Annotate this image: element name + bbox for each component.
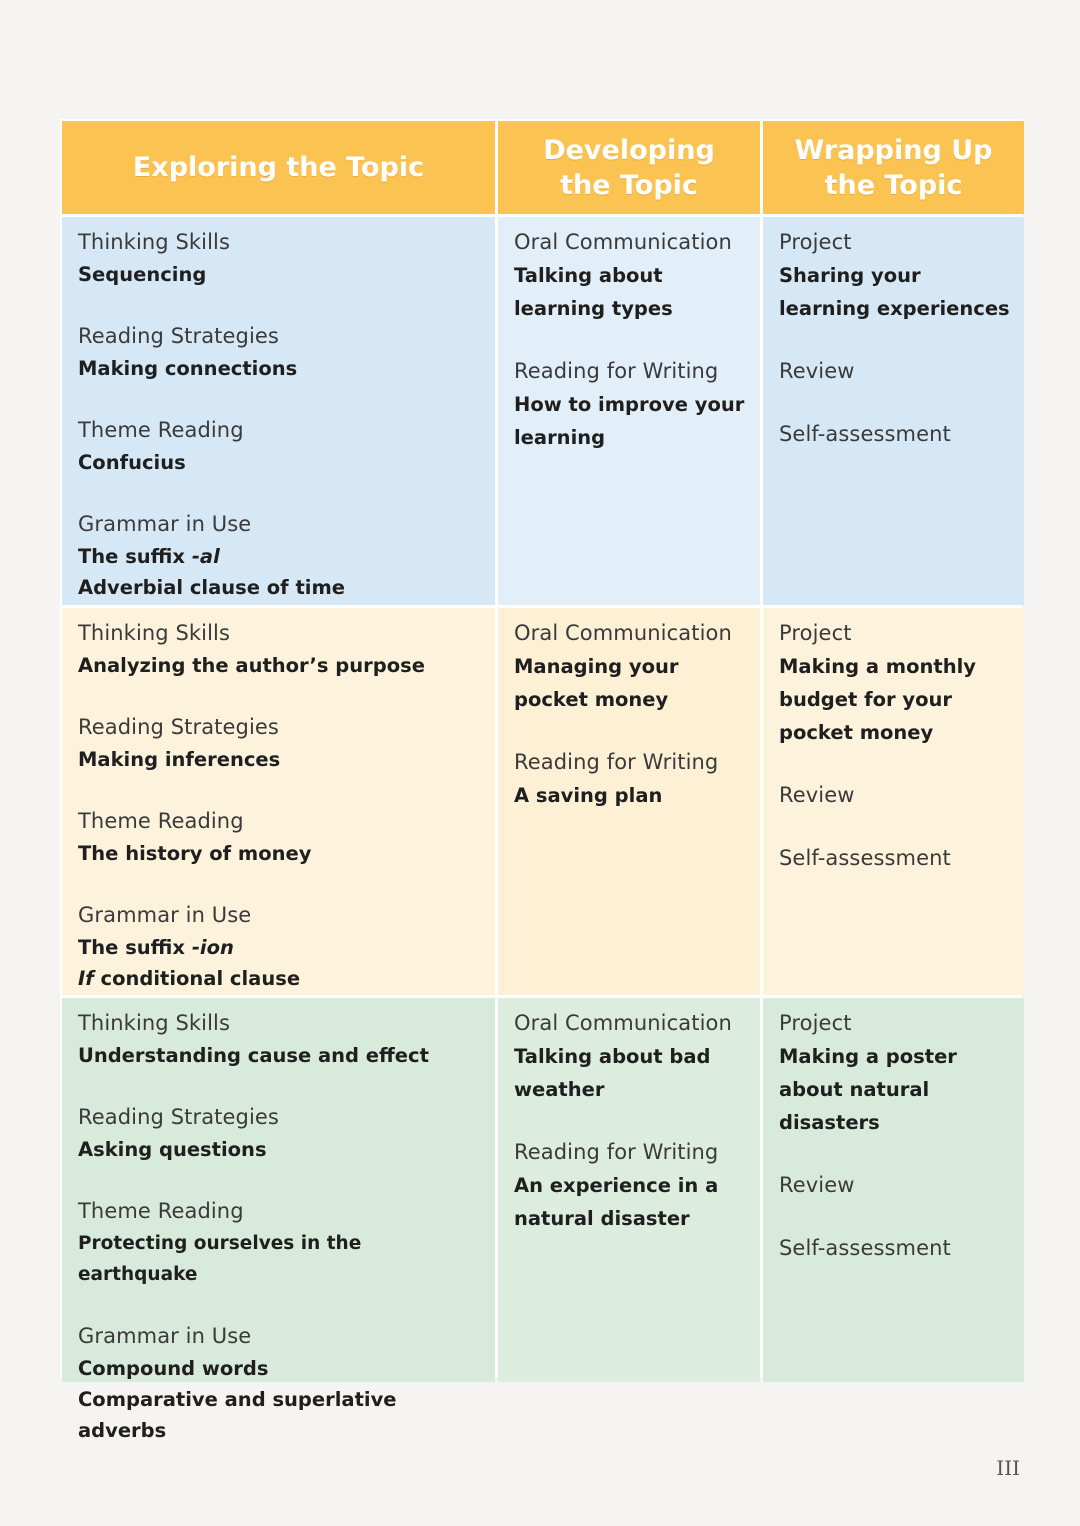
row1-review-label: Review [779, 359, 855, 383]
row3-reading-strategies-value: Asking questions [78, 1138, 267, 1161]
row1-grammar-value-1: The suffix -al [78, 545, 220, 568]
row3-grammar-label: Grammar in Use [78, 1324, 252, 1348]
row3-exploring-cell [62, 998, 495, 1442]
row3-thinking-skills-value: Understanding cause and effect [78, 1044, 429, 1067]
row1-project-label: Project [779, 230, 852, 254]
row2-reading-strategies-value: Making inferences [78, 748, 281, 771]
row1-reading-strategies-label: Reading Strategies [78, 324, 279, 348]
row1-wrapping-cell [763, 217, 1024, 605]
row2-theme-reading-label: Theme Reading [78, 809, 244, 833]
row1-reading-for-writing-label: Reading for Writing [514, 359, 719, 383]
row1-grammar-label: Grammar in Use [78, 512, 252, 536]
row1-thinking-skills-label: Thinking Skills [78, 230, 231, 254]
row2-grammar-value-2: If conditional clause [78, 967, 301, 990]
row1-grammar-value-2: Adverbial clause of time [78, 576, 346, 599]
row3-reading-strategies-label: Reading Strategies [78, 1105, 279, 1129]
row2-theme-reading-value: The history of money [78, 842, 312, 865]
header-wrapping [763, 121, 1024, 214]
row3-reading-for-writing-value: An experience in a natural disaster [514, 1174, 719, 1230]
row1-reading-strategies-value: Making connections [78, 357, 298, 380]
header-exploring [62, 121, 495, 214]
row2-review-label: Review [779, 783, 855, 807]
row2-oral-communication-label: Oral Communication [514, 621, 732, 645]
row2-grammar-value-1: The suffix -ion [78, 936, 234, 959]
header-wrapping-label: Wrapping Up the Topic [794, 134, 993, 201]
row1-reading-for-writing-value: How to improve your learning [514, 393, 745, 449]
row1-theme-reading-value: Confucius [78, 451, 186, 474]
row2-reading-for-writing-label: Reading for Writing [514, 750, 719, 774]
row2-exploring-cell [62, 608, 495, 995]
row2-grammar-label: Grammar in Use [78, 903, 252, 927]
row3-self-assessment-label: Self-assessment [779, 1236, 951, 1260]
row2-oral-communication-value: Managing your pocket money [514, 655, 679, 711]
row1-developing-cell [498, 217, 760, 605]
row3-reading-for-writing-label: Reading for Writing [514, 1140, 719, 1164]
row2-reading-for-writing-value: A saving plan [514, 784, 663, 807]
row3-theme-reading-label: Theme Reading [78, 1199, 244, 1223]
row2-thinking-skills-label: Thinking Skills [78, 621, 231, 645]
row1-thinking-skills-value: Sequencing [78, 263, 207, 286]
row3-project-label: Project [779, 1011, 852, 1035]
row2-reading-strategies-label: Reading Strategies [78, 715, 279, 739]
page-number: III [996, 1456, 1020, 1480]
row2-developing-cell [498, 608, 760, 995]
header-developing [498, 121, 760, 214]
row3-oral-communication-value: Talking about bad weather [514, 1045, 711, 1101]
topic-overview-table [60, 119, 1022, 1442]
row2-thinking-skills-value: Analyzing the author’s purpose [78, 654, 425, 677]
row1-exploring-cell [62, 217, 495, 605]
row3-thinking-skills-label: Thinking Skills [78, 1011, 231, 1035]
row3-developing-cell [498, 998, 760, 1382]
row2-self-assessment-label: Self-assessment [779, 846, 951, 870]
row1-oral-communication-value: Talking about learning types [514, 264, 673, 320]
row3-grammar-value-2: Comparative and superlative adverbs [78, 1388, 397, 1442]
row3-oral-communication-label: Oral Communication [514, 1011, 732, 1035]
header-exploring-label: Exploring the Topic [132, 152, 425, 183]
header-developing-label: Developing the Topic [543, 134, 715, 201]
row1-project-value: Sharing your learning experiences [779, 264, 1010, 320]
row3-project-value: Making a poster about natural disasters [779, 1045, 957, 1134]
row1-theme-reading-label: Theme Reading [78, 418, 244, 442]
row3-review-label: Review [779, 1173, 855, 1197]
row3-theme-reading-value: Protecting ourselves in the earthquake [78, 1233, 362, 1285]
row2-project-value: Making a monthly budget for your pocket money [779, 655, 976, 744]
row3-grammar-value-1: Compound words [78, 1357, 269, 1380]
row1-oral-communication-label: Oral Communication [514, 230, 732, 254]
row3-wrapping-cell [763, 998, 1024, 1382]
row2-project-label: Project [779, 621, 852, 645]
row1-self-assessment-label: Self-assessment [779, 422, 951, 446]
row2-wrapping-cell [763, 608, 1024, 995]
